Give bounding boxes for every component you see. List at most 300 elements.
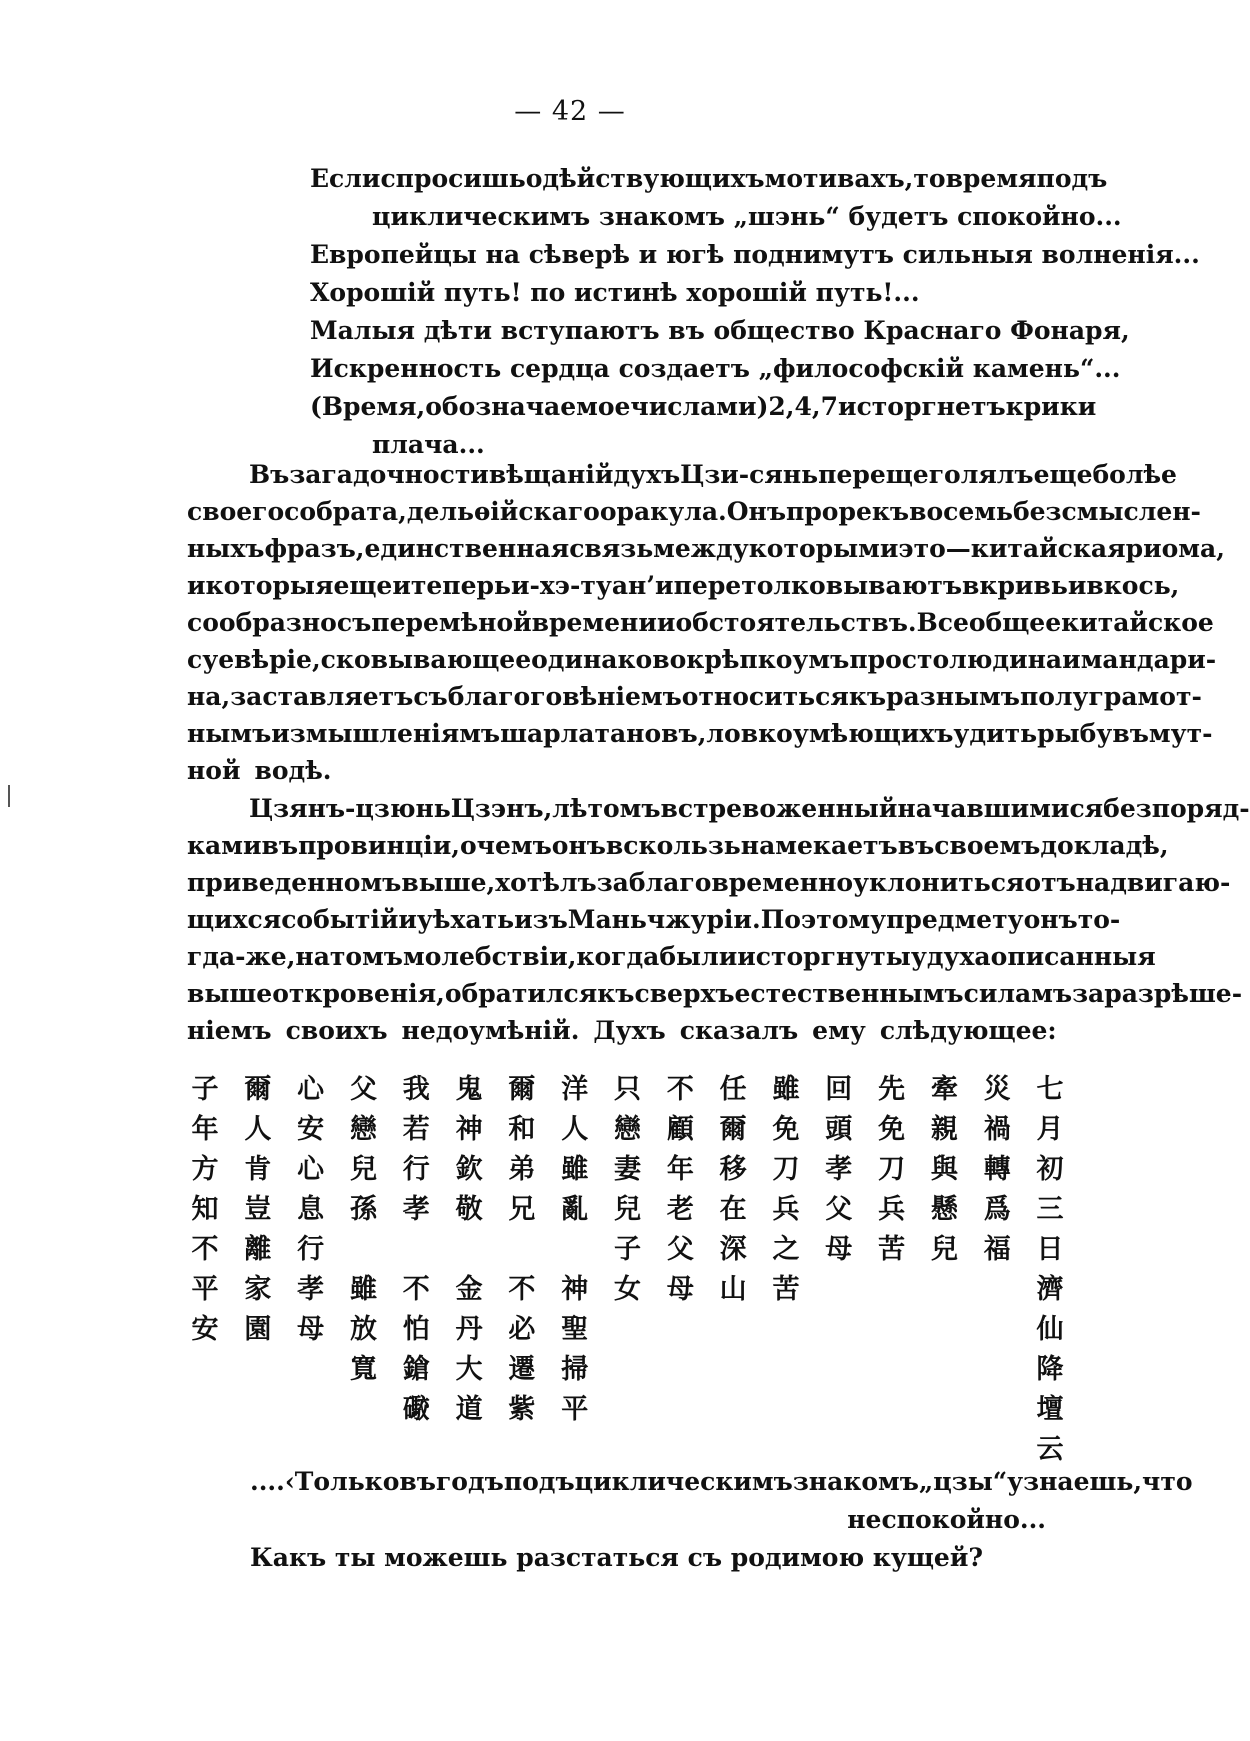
word: провинціи, [298,831,460,860]
word: (Время, [310,392,426,421]
word: хотѣлъ [495,868,597,897]
word: нымъ [187,719,272,748]
word: китайское [1061,608,1214,637]
word: исторгнуты [737,942,911,971]
chinese-char: 仙 [1036,1314,1064,1345]
chinese-char: 寬 [349,1354,377,1385]
word: собрата, [284,497,407,526]
word: перетолковываютъ [673,571,963,600]
word: Маньчжуріи. [567,905,761,934]
word: докладѣ, [1040,831,1169,860]
word: По [760,905,801,934]
chinese-char: 子 [614,1234,641,1265]
chinese-char: 與 [930,1154,958,1185]
chinese-char: 父 [349,1074,377,1105]
chinese-char: 父 [825,1194,853,1225]
quote-line: Какъ ты можешь разстаться съ родимою кущей? [250,1543,984,1572]
word: приведенномъ [187,868,402,897]
chinese-char: 母 [297,1314,325,1345]
chinese-char: 兒 [349,1154,377,1185]
chinese-char: 亂 [561,1194,589,1225]
word: подъ [1036,164,1108,193]
word: исторгнетъ [838,392,1006,421]
chinese-char: 之 [772,1234,800,1265]
chinese-char: 平 [561,1394,589,1425]
chinese-char: 災 [983,1074,1011,1105]
chinese-char: 免 [878,1114,906,1145]
word: дельѳійскаго [406,497,600,526]
word: уѣхать [416,905,515,934]
word: вкривь [962,571,1068,600]
word: Духъ [593,1016,666,1045]
chinese-char: 爾 [719,1114,747,1145]
word: обратился [444,979,598,1008]
word: 2, [768,392,795,421]
chinese-char: 園 [244,1314,272,1345]
chinese-column [713,1070,753,1310]
paragraph-line [187,678,1202,715]
chinese-char: 母 [825,1234,853,1265]
chinese-char: 兒 [930,1234,958,1265]
word: и [392,571,411,600]
paragraph-line [187,975,1243,1012]
chinese-char: 云 [1036,1434,1064,1465]
word: безсмыслен- [1012,497,1201,526]
chinese-char: 女 [614,1274,641,1305]
paragraph-line [187,641,1217,678]
chinese-char: 刀 [772,1154,800,1185]
chinese-char: 爾 [508,1074,536,1105]
word: полуграмот- [1019,682,1202,711]
word: измышленіямъ [271,719,501,748]
chinese-column [555,1070,595,1430]
word: Цзянъ-цзюнь [249,794,451,823]
chinese-char: 聖 [561,1314,589,1345]
chinese-column [502,1070,542,1430]
word: когда [576,942,660,971]
word: этому [800,905,887,934]
word: суевѣріе, [187,645,321,674]
paragraph-line [187,752,1060,789]
chinese-char: 兒 [614,1194,641,1225]
word: молебствіи, [402,942,577,971]
word: 4, [794,392,821,421]
chinese-char: 懸 [930,1194,958,1225]
chinese-char: 家 [244,1274,272,1305]
word: годъ [435,1467,504,1496]
word: умѣющихъ [792,719,954,748]
word: которыми [748,534,899,563]
word: крики [1005,392,1097,421]
chinese-char: 大 [455,1354,483,1385]
word: лѣтомъ [552,794,661,823]
chinese-char: 七 [1036,1074,1064,1105]
word: къ [848,682,887,711]
word: шарлатановъ, [500,719,707,748]
word: то [913,164,946,193]
word: дѣйствующихъ [542,164,765,193]
word: и [656,608,676,637]
chinese-char: 孫 [349,1194,377,1225]
chinese-char: 遷 [508,1354,536,1385]
word: мут- [1148,719,1213,748]
chinese-char: 福 [983,1234,1011,1265]
word: съ [336,608,372,637]
chinese-char: 移 [719,1154,747,1185]
word: разрѣше- [1104,979,1243,1008]
chinese-char: 月 [1036,1114,1064,1145]
chinese-char: 日 [1036,1234,1064,1265]
chinese-char: 和 [508,1114,536,1145]
word: о [459,831,477,860]
chinese-char: 免 [772,1114,800,1145]
word: болѣе [1092,460,1177,489]
word: прорекъ [786,497,910,526]
verse-line: Искренность сердца создаетъ „философскій камень“... [310,354,1121,383]
chinese-char: 顧 [666,1114,694,1145]
word: выше [187,979,273,1008]
chinese-char: 丹 [455,1314,483,1345]
chinese-column [819,1070,859,1270]
paragraph-line [187,1012,1060,1049]
word: ніемъ [187,1016,272,1045]
word: на, [187,682,231,711]
paragraph-line [187,790,1250,827]
chinese-char: 深 [719,1234,747,1265]
chinese-char: 神 [561,1274,589,1305]
chinese-char: 爲 [983,1194,1011,1225]
verse-line [310,388,1097,426]
word: начавшимися [897,794,1104,823]
word: были [659,942,738,971]
word: рыбу [1037,719,1113,748]
chinese-char: 濟 [1036,1274,1064,1305]
chinese-char: 降 [1036,1354,1064,1385]
word: сообразно [187,608,337,637]
verse-line: Малыя дѣти вступаютъ въ общество Краснаго Фонаря, [310,316,1130,345]
word: щихся [187,905,282,934]
chinese-column [872,1070,912,1270]
chinese-char: 轉 [983,1154,1011,1185]
chinese-char: 礮 [402,1394,430,1425]
word: къ [597,979,635,1008]
word: заставляетъ [230,682,414,711]
word: фразъ, [264,534,365,563]
chinese-char: 豈 [244,1194,272,1225]
word: узнаешь, [1007,1467,1143,1496]
chinese-char: 任 [719,1074,747,1105]
page-number: — 42 — [514,96,626,127]
word: уклониться [853,868,1025,897]
word: Цзи-сянь [680,460,819,489]
word: и [1067,571,1087,600]
chinese-char: 鬼 [455,1074,483,1105]
word: мандари- [1080,645,1217,674]
chinese-char: 離 [244,1234,272,1265]
word: чемъ [476,831,552,860]
chinese-char: 戀 [349,1114,377,1145]
word: единственная [364,534,570,563]
chinese-char: 不 [191,1234,219,1265]
chinese-char: 鎗 [402,1354,430,1385]
chinese-char: 初 [1036,1154,1064,1185]
paragraph-line [187,901,1121,938]
word: 7 [820,392,839,421]
word: благоговѣніемъ [447,682,682,711]
word: времени [531,608,657,637]
chinese-char: 行 [402,1154,430,1185]
word: что [1142,1467,1193,1496]
margin-mark [8,785,10,807]
word: время [945,164,1037,193]
word: и [1062,645,1081,674]
chinese-char: 爾 [244,1074,272,1105]
paragraph-line [187,864,1231,901]
word: разнымъ [886,682,1020,711]
chinese-char: 刀 [878,1154,906,1185]
chinese-column [343,1070,383,1390]
word: оракула. [599,497,727,526]
word: онъ [1023,905,1078,934]
word: крѣпко [686,645,793,674]
word: ему [812,1016,866,1045]
chinese-oracle-text [185,1070,1070,1470]
word: событій [281,905,399,934]
word: съ [413,682,448,711]
word: загадочности [289,460,489,489]
chinese-column [238,1070,278,1350]
chinese-char: 道 [455,1394,483,1425]
verse-line: Хорошій путь! по истинѣ хорошій путь!... [310,278,920,307]
chinese-char: 戀 [614,1114,641,1145]
chinese-char: 心 [297,1154,325,1185]
paragraph-line [187,456,1177,493]
word: ныхъ [187,534,265,563]
word: Всеобщее [916,608,1062,637]
chinese-char: 三 [1036,1194,1064,1225]
word: еще [1033,460,1093,489]
word: Онъ [726,497,787,526]
chinese-char: 怕 [402,1314,430,1345]
chinese-char: 孝 [297,1274,325,1305]
word: встревоженный [660,794,898,823]
chinese-column [185,1070,225,1350]
paragraph-line [187,530,1225,567]
chinese-char: 孝 [402,1194,430,1225]
word: о [525,164,543,193]
word: своемъ [934,831,1041,860]
chinese-column [660,1070,700,1310]
chinese-char: 妻 [614,1154,641,1185]
chinese-column [766,1070,806,1310]
verse-block [310,160,1200,464]
chinese-char: 紫 [508,1394,536,1425]
word: выше, [401,868,496,897]
word: сковывающее [320,645,532,674]
chinese-char: 人 [244,1114,272,1145]
word: вкось, [1086,571,1180,600]
chinese-char: 不 [402,1274,430,1305]
chinese-char: 欽 [455,1154,483,1185]
word: простолюдина [849,645,1063,674]
word: перещеголялъ [818,460,1034,489]
word: своего [187,497,285,526]
chinese-char: 苦 [772,1274,800,1305]
chinese-char: 若 [402,1114,430,1145]
chinese-char: 在 [719,1194,747,1225]
verse-line: Европейцы на сѣверѣ и югѣ поднимутъ сильныя волненія... [310,240,1200,269]
chinese-char: 先 [878,1074,906,1105]
quote-line [250,1463,1193,1501]
chinese-char: 知 [191,1194,219,1225]
chinese-char: 苦 [878,1234,906,1265]
chinese-char: 壇 [1036,1394,1064,1425]
word: обстоятельствъ. [675,608,917,637]
word: „цзы“ [918,1467,1008,1496]
word: спросишь [380,164,526,193]
chinese-char: 肯 [244,1154,272,1185]
chinese-char: 弟 [508,1154,536,1185]
chinese-char: 老 [666,1194,694,1225]
paragraph-line [187,567,1180,604]
word: мотивахъ, [764,164,914,193]
word: Въ [249,460,290,489]
word: и [187,571,206,600]
word: сказалъ [679,1016,799,1045]
word: томъ [329,942,403,971]
word: сверхъестественнымъ [634,979,964,1008]
word: числами) [630,392,769,421]
word: у [910,942,927,971]
chinese-column [924,1070,964,1270]
word: еще [333,571,393,600]
word: изъ [514,905,568,934]
translation-quote [250,1463,1193,1577]
chinese-char: 雖 [349,1274,377,1305]
word: Если [310,164,381,193]
word: умъ [792,645,850,674]
chinese-char: 回 [825,1074,853,1105]
word: за [1072,979,1105,1008]
verse-line: плача... [372,430,485,459]
word: ной [187,756,241,785]
chinese-char: 掃 [561,1354,589,1385]
word: въ [261,831,299,860]
paragraph-line [187,938,1156,975]
chinese-char: 洋 [561,1074,589,1105]
word: предмету [886,905,1024,934]
chinese-char: 兵 [772,1194,800,1225]
word: циклическимъ [574,1467,793,1496]
word: удить [953,719,1038,748]
word: откровенія, [272,979,445,1008]
chinese-char: 子 [191,1074,219,1105]
word: и-хэ-туан’и [510,571,674,600]
word: въ [897,831,935,860]
chinese-char: 山 [719,1274,747,1305]
word: надвигаю- [1075,868,1231,897]
chinese-char: 只 [614,1074,641,1105]
paragraph-line [187,604,1214,641]
chinese-char: 母 [666,1274,694,1305]
chinese-char: 孝 [825,1154,853,1185]
chinese-char: 神 [455,1114,483,1145]
word: заблаговременно [596,868,854,897]
chinese-char: 安 [191,1314,219,1345]
chinese-column [396,1070,436,1430]
word: силамъ [963,979,1073,1008]
word: своихъ [285,1016,388,1045]
word: вскользь [605,831,741,860]
paragraph-line [187,827,1169,864]
word: между [653,534,749,563]
word: перемѣной [371,608,532,637]
chinese-column [977,1070,1017,1270]
word: недоумѣній. [401,1016,580,1045]
paragraph-oracle [187,456,1225,789]
chinese-char: 方 [191,1154,219,1185]
word: ками [187,831,262,860]
word: отъ [1024,868,1076,897]
chinese-char: 不 [508,1274,536,1305]
word: знакомъ [792,1467,919,1496]
word: то- [1077,905,1121,934]
word: теперь [410,571,511,600]
paragraph-line [187,493,1201,530]
word: которыя [205,571,334,600]
chinese-char: 兄 [508,1194,536,1225]
word: одинаково [531,645,687,674]
chinese-char: 頭 [825,1114,853,1145]
word: Цзэнъ, [450,794,553,823]
chinese-char: 雖 [561,1154,589,1185]
word: это—китайская [898,534,1126,563]
word: духа [926,942,991,971]
verse-line: циклическимъ знакомъ „шэнь“ будетъ спокойно... [372,202,1122,231]
word: ловко [706,719,793,748]
chinese-column [608,1070,648,1310]
word: безпоряд- [1103,794,1250,823]
chinese-column [1030,1070,1070,1470]
word: на [295,942,330,971]
chinese-char: 年 [666,1154,694,1185]
word: гда-же, [187,942,296,971]
quote-line: неспокойно... [847,1505,1046,1534]
word: связь [569,534,654,563]
chinese-char: 牽 [930,1074,958,1105]
chinese-char: 禍 [983,1114,1011,1145]
chinese-char: 人 [561,1114,589,1145]
word: въ [399,1467,436,1496]
chinese-char: 息 [297,1194,325,1225]
word: вѣщаній [488,460,614,489]
word: описанныя [990,942,1156,971]
chinese-char: 我 [402,1074,430,1105]
word: и [398,905,417,934]
word: восемь [909,497,1013,526]
chinese-char: 兵 [878,1194,906,1225]
chinese-column [291,1070,331,1350]
chinese-column [449,1070,489,1430]
word: обозначаемое [425,392,631,421]
word: ....‹Только [250,1467,400,1496]
chinese-char: 安 [297,1114,325,1145]
chinese-char: 平 [191,1274,219,1305]
chinese-char: 放 [349,1314,377,1345]
word: намекаетъ [740,831,898,860]
word: риома, [1125,534,1225,563]
verse-line [310,160,1108,198]
